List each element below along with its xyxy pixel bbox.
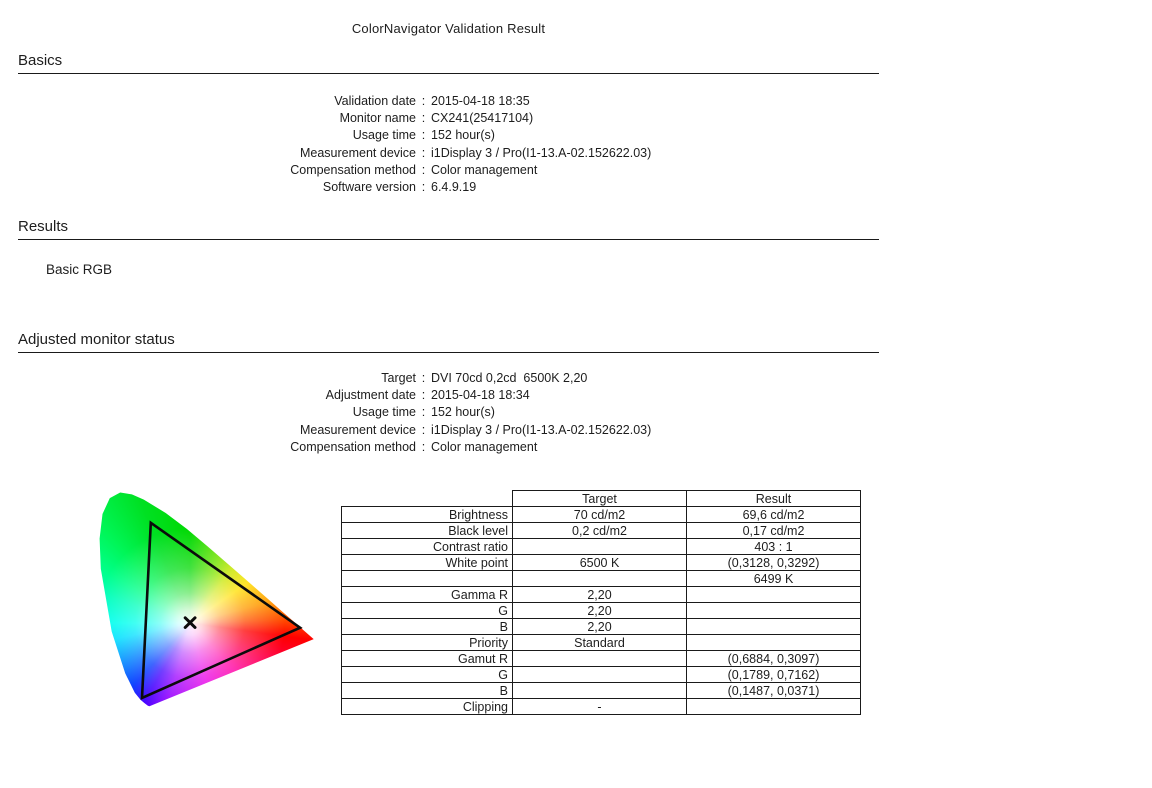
result-value: 0,17 cd/m2 [687, 523, 861, 539]
target-value: 0,2 cd/m2 [513, 523, 687, 539]
gamut-overlay [90, 487, 330, 722]
table-row-gamut-g [342, 667, 861, 683]
info-separator: : [421, 162, 426, 177]
table-row-gamma-b [342, 619, 861, 635]
basics-section-heading: Basics [18, 52, 879, 74]
white-point-marker-icon [185, 618, 195, 628]
info-value: Color management [431, 439, 538, 454]
info-label: Compensation method [290, 439, 416, 454]
target-value: Standard [513, 635, 687, 651]
adjusted-section-heading: Adjusted monitor status [18, 331, 879, 353]
info-separator: : [421, 93, 426, 108]
table-row-brightness [342, 507, 861, 523]
info-value: CX241(25417104) [431, 110, 534, 125]
target-value: 2,20 [513, 619, 687, 635]
info-value: i1Display 3 / Pro(I1-13.A-02.152622.03) [431, 145, 652, 160]
column-header-target: Target [513, 491, 687, 507]
row-label: Clipping [342, 699, 513, 715]
info-value: 2015-04-18 18:35 [431, 93, 530, 108]
target-value [513, 683, 687, 699]
basics-row-validation-date [0, 92, 651, 109]
info-label: Target [381, 370, 416, 385]
monitor-status-table [341, 490, 861, 715]
table-row-contrast-ratio [342, 539, 861, 555]
basics-row-measurement-device [0, 144, 651, 161]
page-title: ColorNavigator Validation Result [351, 21, 546, 36]
info-label: Compensation method [290, 162, 416, 177]
target-value: 70 cd/m2 [513, 507, 687, 523]
column-header-result: Result [687, 491, 861, 507]
row-label: White point [342, 555, 513, 571]
results-section-heading: Results [18, 218, 879, 240]
table-row-gamma-g [342, 603, 861, 619]
info-label: Usage time [352, 405, 416, 420]
info-separator: : [421, 439, 426, 454]
result-value [687, 635, 861, 651]
result-value: 403 : 1 [687, 539, 861, 555]
adjusted-row-usage-time [0, 404, 651, 421]
result-profile-name: Basic RGB [46, 262, 113, 277]
result-value: 69,6 cd/m2 [687, 507, 861, 523]
row-label: Gamut R [342, 651, 513, 667]
info-label: Validation date [334, 93, 416, 108]
info-value: 2015-04-18 18:34 [431, 387, 530, 402]
info-label: Usage time [352, 128, 416, 143]
gamut-triangle [142, 523, 300, 698]
target-value: 2,20 [513, 587, 687, 603]
info-value: 6.4.9.19 [431, 180, 477, 195]
header-blank-cell [342, 491, 513, 507]
target-value [513, 651, 687, 667]
table-row-clipping [342, 699, 861, 715]
info-separator: : [421, 422, 426, 437]
result-value: 6499 K [687, 571, 861, 587]
result-value: (0,3128, 0,3292) [687, 555, 861, 571]
result-value [687, 587, 861, 603]
basics-info-list [0, 92, 651, 196]
adjusted-row-measurement-device [0, 421, 651, 438]
table-row-black-level [342, 523, 861, 539]
row-label [342, 571, 513, 587]
table-row-priority [342, 635, 861, 651]
info-value: DVI 70cd 0,2cd 6500K 2,20 [431, 370, 588, 385]
target-value: - [513, 699, 687, 715]
row-label: Priority [342, 635, 513, 651]
target-value [513, 571, 687, 587]
info-separator: : [421, 180, 426, 195]
adjusted-row-compensation-method [0, 438, 651, 455]
info-label: Measurement device [299, 422, 416, 437]
table-row-white-point-kelvin [342, 571, 861, 587]
row-label: Brightness [342, 507, 513, 523]
table-row-gamut-r [342, 651, 861, 667]
info-label: Adjustment date [325, 387, 416, 402]
row-label: Contrast ratio [342, 539, 513, 555]
row-label: B [342, 683, 513, 699]
row-label: G [342, 603, 513, 619]
basics-row-usage-time [0, 127, 651, 144]
info-value: 152 hour(s) [431, 405, 495, 420]
row-label: Black level [342, 523, 513, 539]
info-separator: : [421, 405, 426, 420]
info-label: Monitor name [339, 110, 416, 125]
result-value: (0,6884, 0,3097) [687, 651, 861, 667]
info-separator: : [421, 110, 426, 125]
result-value [687, 603, 861, 619]
target-value: 6500 K [513, 555, 687, 571]
target-value: 2,20 [513, 603, 687, 619]
table-header-row [342, 491, 861, 507]
info-separator: : [421, 145, 426, 160]
table-row-white-point [342, 555, 861, 571]
basics-row-compensation-method [0, 161, 651, 178]
row-label: B [342, 619, 513, 635]
info-label: Software version [322, 180, 416, 195]
row-label: Gamma R [342, 587, 513, 603]
chromaticity-diagram [90, 487, 330, 722]
info-value: Color management [431, 162, 538, 177]
info-value: i1Display 3 / Pro(I1-13.A-02.152622.03) [431, 422, 652, 437]
adjusted-row-adjustment-date [0, 386, 651, 403]
result-value [687, 619, 861, 635]
info-separator: : [421, 387, 426, 402]
adjusted-info-list [0, 369, 651, 455]
basics-row-monitor-name [0, 109, 651, 126]
target-value [513, 539, 687, 555]
result-value [687, 699, 861, 715]
basics-row-software-version [0, 178, 651, 195]
table-row-gamma-r [342, 587, 861, 603]
info-label: Measurement device [299, 145, 416, 160]
result-value: (0,1789, 0,7162) [687, 667, 861, 683]
info-separator: : [421, 128, 426, 143]
result-value: (0,1487, 0,0371) [687, 683, 861, 699]
info-separator: : [421, 370, 426, 385]
info-value: 152 hour(s) [431, 128, 495, 143]
target-value [513, 667, 687, 683]
adjusted-row-target [0, 369, 651, 386]
row-label: G [342, 667, 513, 683]
table-row-gamut-b [342, 683, 861, 699]
